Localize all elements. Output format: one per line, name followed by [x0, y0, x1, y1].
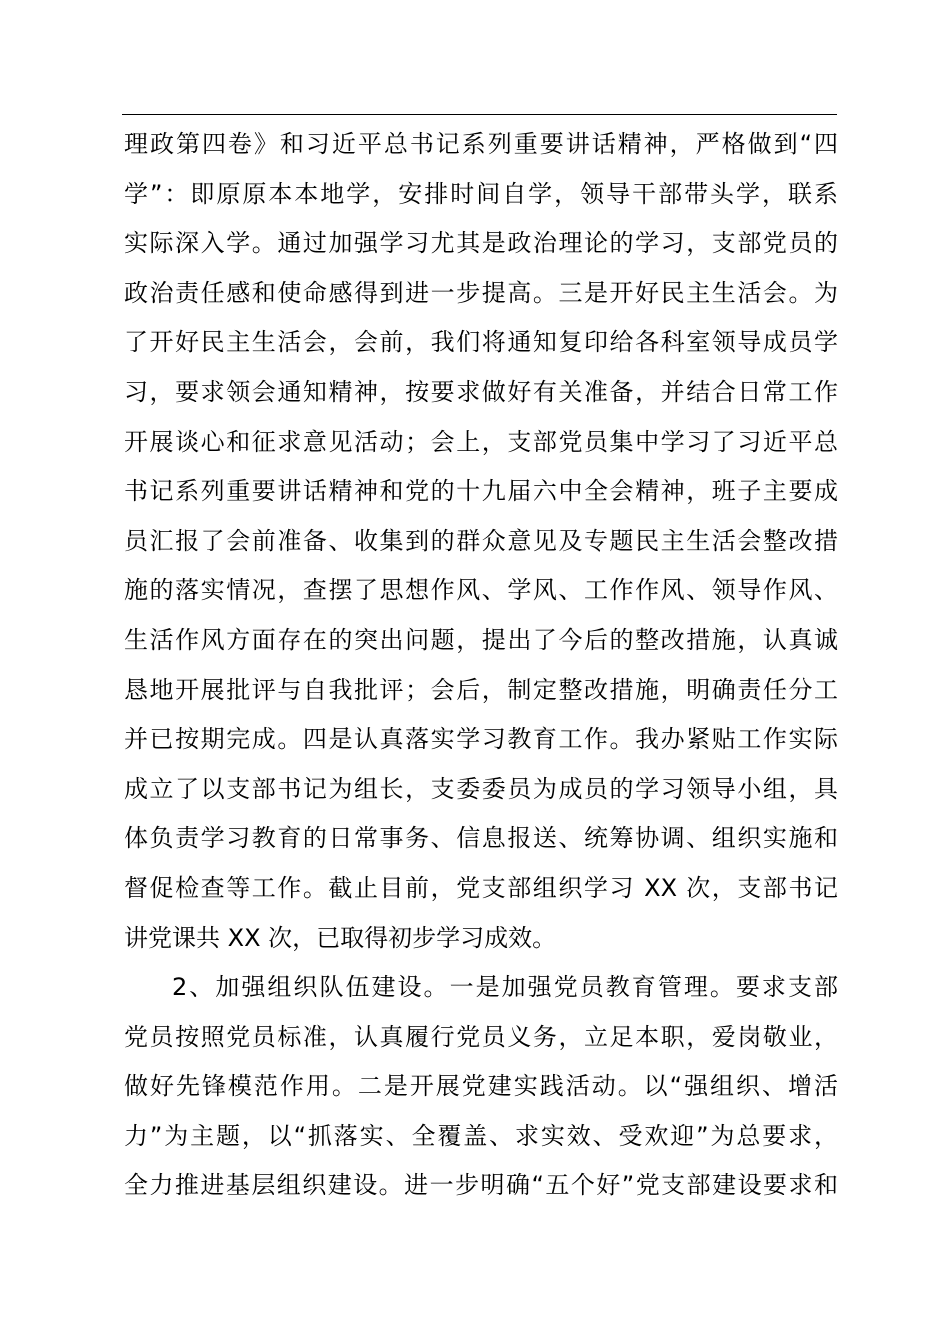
text-line: 恳地开展批评与自我批评；会后，制定整改措施，明确责任分工	[124, 675, 838, 704]
text-line: 习，要求领会通知精神，按要求做好有关准备，并结合日常工作	[124, 377, 838, 406]
text-line: 施的落实情况，查摆了思想作风、学风、工作作风、领导作风、	[124, 576, 838, 605]
text-line: 理政第四卷》和习近平总书记系列重要讲话精神，严格做到“四	[124, 130, 838, 158]
text-line: 生活作风方面存在的突出问题，提出了今后的整改措施，认真诚	[124, 625, 838, 654]
paragraph-2	[124, 963, 838, 1211]
text-line: 书记系列重要讲话精神和党的十九届六中全会精神，班子主要成	[124, 477, 838, 506]
text-line: 督促检查等工作。截止目前，党支部组织学习 XX 次，支部书记	[124, 873, 838, 902]
text-line: 成立了以支部书记为组长，支委委员为成员的学习领导小组，具	[124, 774, 838, 803]
text-line: 讲党课共 XX 次，已取得初步学习成效。	[124, 923, 557, 952]
text-line: 开展谈心和征求意见活动；会上，支部党员集中学习了习近平总	[124, 427, 838, 456]
text-line: 全力推进基层组织建设。进一步明确“五个好”党支部建设要求和	[124, 1171, 838, 1200]
paragraph-1	[124, 120, 838, 963]
text-line: 党员按照党员标准，认真履行党员义务，立足本职，爱岗敬业，	[124, 1022, 838, 1051]
header-rule	[122, 114, 837, 115]
document-body	[124, 120, 838, 1211]
text-line: 做好先锋模范作用。二是开展党建实践活动。以“强组织、增活	[124, 1072, 838, 1101]
text-line: 了开好民主生活会，会前，我们将通知复印给各科室领导成员学	[124, 328, 838, 357]
text-line: 力”为主题，以“抓落实、全覆盖、求实效、受欢迎”为总要求，	[124, 1121, 838, 1150]
text-line: 学”：即原原本本地学，安排时间自学，领导干部带头学，联系	[124, 179, 838, 208]
text-line: 体负责学习教育的日常事务、信息报送、统筹协调、组织实施和	[124, 824, 838, 853]
text-line: 政治责任感和使命感得到进一步提高。三是开好民主生活会。为	[124, 278, 838, 307]
text-line: 实际深入学。通过加强学习尤其是政治理论的学习，支部党员的	[124, 229, 838, 258]
text-line: 并已按期完成。四是认真落实学习教育工作。我办紧贴工作实际	[124, 725, 838, 754]
text-line: 员汇报了会前准备、收集到的群众意见及专题民主生活会整改措	[124, 526, 838, 555]
text-line: 2、加强组织队伍建设。一是加强党员教育管理。要求支部	[172, 973, 838, 1002]
